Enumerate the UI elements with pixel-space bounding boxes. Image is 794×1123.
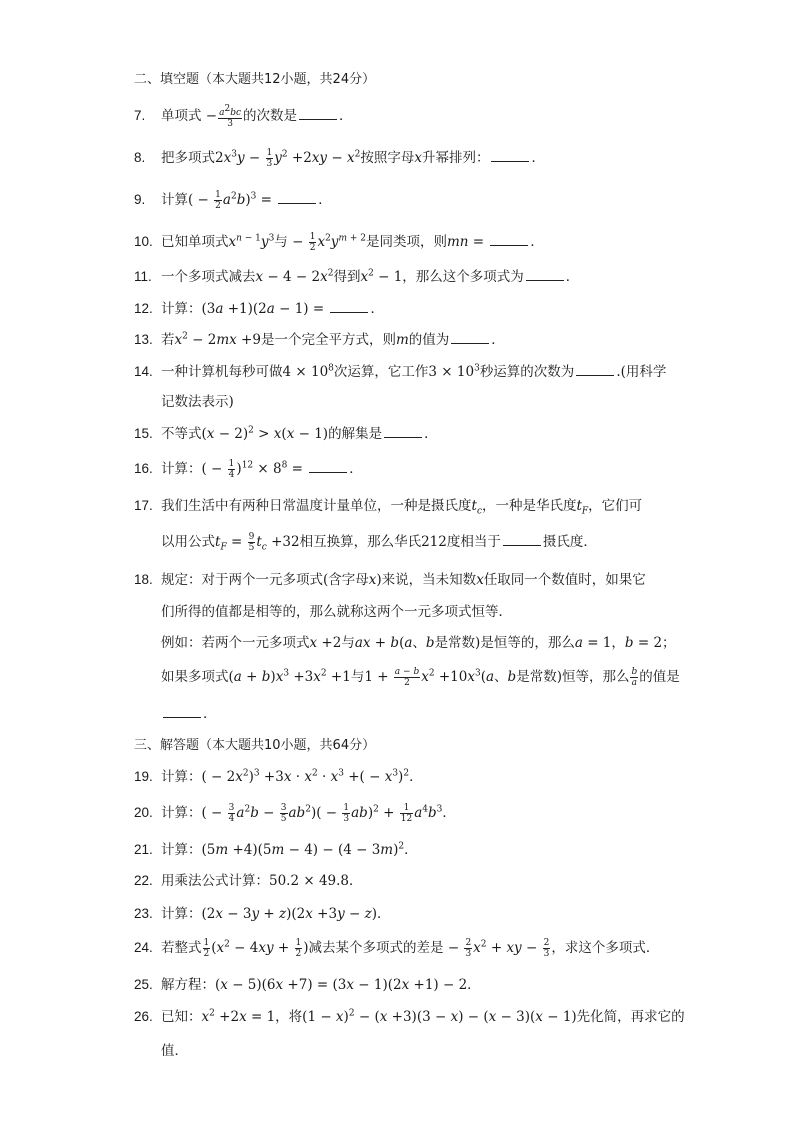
- answer-blank[interactable]: [330, 300, 368, 313]
- answer-blank[interactable]: [576, 363, 614, 376]
- question-12: 12. 计算：(3a +1)(2a − 1) = ．: [134, 301, 384, 317]
- question-19: 19. 计算：( − $2x^2)^3 +3x \cdot x^2 \cdot x^3$ +( − $x^3)^2$．: [134, 768, 423, 785]
- question-9: 9. 计算( − $\frac{1}{2}$ $a^2b)^3$ = ．: [134, 190, 332, 211]
- question-18-line-2: 们所得的值都是相等的，那么就称这两个一元多项式恒等．: [161, 604, 512, 620]
- answer-blank[interactable]: [278, 191, 316, 204]
- question-24: 24. 若整式 $\frac{1}{2}$ ($x^2 - 4xy$ + $\frac{1}{2}$ )减去某个多项式的差是 − $\frac{2}{3}$ $x^2$ + xy − $\frac{2}{3}$ ，求这个多项式．: [134, 938, 660, 959]
- question-11: 11. 一个多项式减去$x - 4 - 2x^2$得到$x^2 - 1$，那么这个多项式为 ．: [134, 268, 580, 285]
- question-20: 20. 计算：( − $\frac{3}{4}$ $a^2b$ − $\frac{3}{5}$ $ab^2$)( − $\frac{1}{3}$ ab)$^2$ + $\frac{1}{12}$ $a^4b^3$．: [134, 803, 456, 824]
- question-21: 21. 计算：$(5m +4)(5m - 4) - (4 - 3m)^2$．: [134, 841, 418, 858]
- section-solve: 三、解答题（本大题共10小题，共64分）: [134, 738, 376, 753]
- answer-blank[interactable]: [309, 460, 347, 473]
- answer-blank[interactable]: [491, 149, 529, 162]
- answer-blank[interactable]: [490, 233, 528, 246]
- question-22: 22. 用乘法公式计算：50.2 × 49.8．: [134, 873, 363, 889]
- answer-blank[interactable]: [526, 268, 564, 281]
- question-10: 10. 已知单项式$x^{n - 1}y^3$与 − $\frac{1}{2}$ $x^2y^{m + 2}$是同类项，则mn = ．: [134, 232, 544, 253]
- question-16: 16. 计算：( − $\frac{1}{4}$ )$^{12} \times 8^8$ = ．: [134, 459, 363, 480]
- answer-blank[interactable]: [384, 425, 422, 438]
- section-fill-in-blank: 二、填空题（本大题共12小题，共24分）: [134, 72, 376, 87]
- question-13: 13. 若$x^2 - 2mx +9$是一个完全平方式，则m的值为 ．: [134, 331, 505, 348]
- question-18-line-4: 如果多项式$(a + b)x^3 +3x^2 +1$与1 + $\frac{a - b}{2}$ $x^2 +10x^3(a$、b是常数)恒等，那么 $\frac{b}{a}$ 的值是: [161, 667, 680, 688]
- question-18-line-3: 例如：若两个一元多项式x +2与ax + b(a、b是常数)是恒等的，那么a = 1，b = 2；: [161, 635, 676, 651]
- question-14-line-2: 记数法表示): [161, 394, 234, 410]
- answer-blank[interactable]: [503, 533, 541, 546]
- answer-blank[interactable]: [299, 107, 337, 120]
- question-18-line-5: ．: [161, 702, 217, 722]
- question-17: 17. 我们生活中有两种日常温度计量单位，一种是摄氏度$t_c$，一种是华氏度$t_F$，它们可: [134, 498, 643, 517]
- question-26-line-2: 值．: [161, 1043, 188, 1059]
- question-15: 15. 不等式$(x - 2)^2 > x(x - 1)$的解集是 ．: [134, 425, 438, 442]
- question-17-line-2: 以用公式$t_F$ = $\frac{9}{5}$ $t_c +32$相互换算，那么华氏212度相当于 摄氏度．: [161, 532, 597, 553]
- question-14: 14. 一种计算机每秒可做$4 \times 10^8$次运算，它工作$3 \times 10^3$秒运算的次数为 .(用科学: [134, 363, 667, 380]
- question-26: 26. 已知：$x^2 +2x = 1$，将$(1 - x)^2 - (x +3)(3 - x) - (x - 3)(x - 1)$先化简，再求它的: [134, 1008, 685, 1025]
- question-7: 7. 单项式 − $\frac{a^2bc}{3}$ 的次数是 ．: [134, 104, 353, 129]
- question-23: 23. 计算：(2x − 3y + z)(2x +3y − z)．: [134, 906, 391, 922]
- answer-blank[interactable]: [163, 705, 201, 718]
- question-8: 8. 把多项式$2x^3y$ − $\frac{1}{3}$ $y^2 +2xy - x^2$按照字母x升幂排列： ．: [134, 148, 545, 169]
- question-25: 25. 解方程：(x − 5)(6x +7) = (3x − 1)(2x +1) − 2．: [134, 977, 481, 993]
- question-18: 18. 规定：对于两个一元多项式(含字母x)来说，当未知数x任取同一个数值时，如果它: [134, 572, 646, 588]
- answer-blank[interactable]: [451, 331, 489, 344]
